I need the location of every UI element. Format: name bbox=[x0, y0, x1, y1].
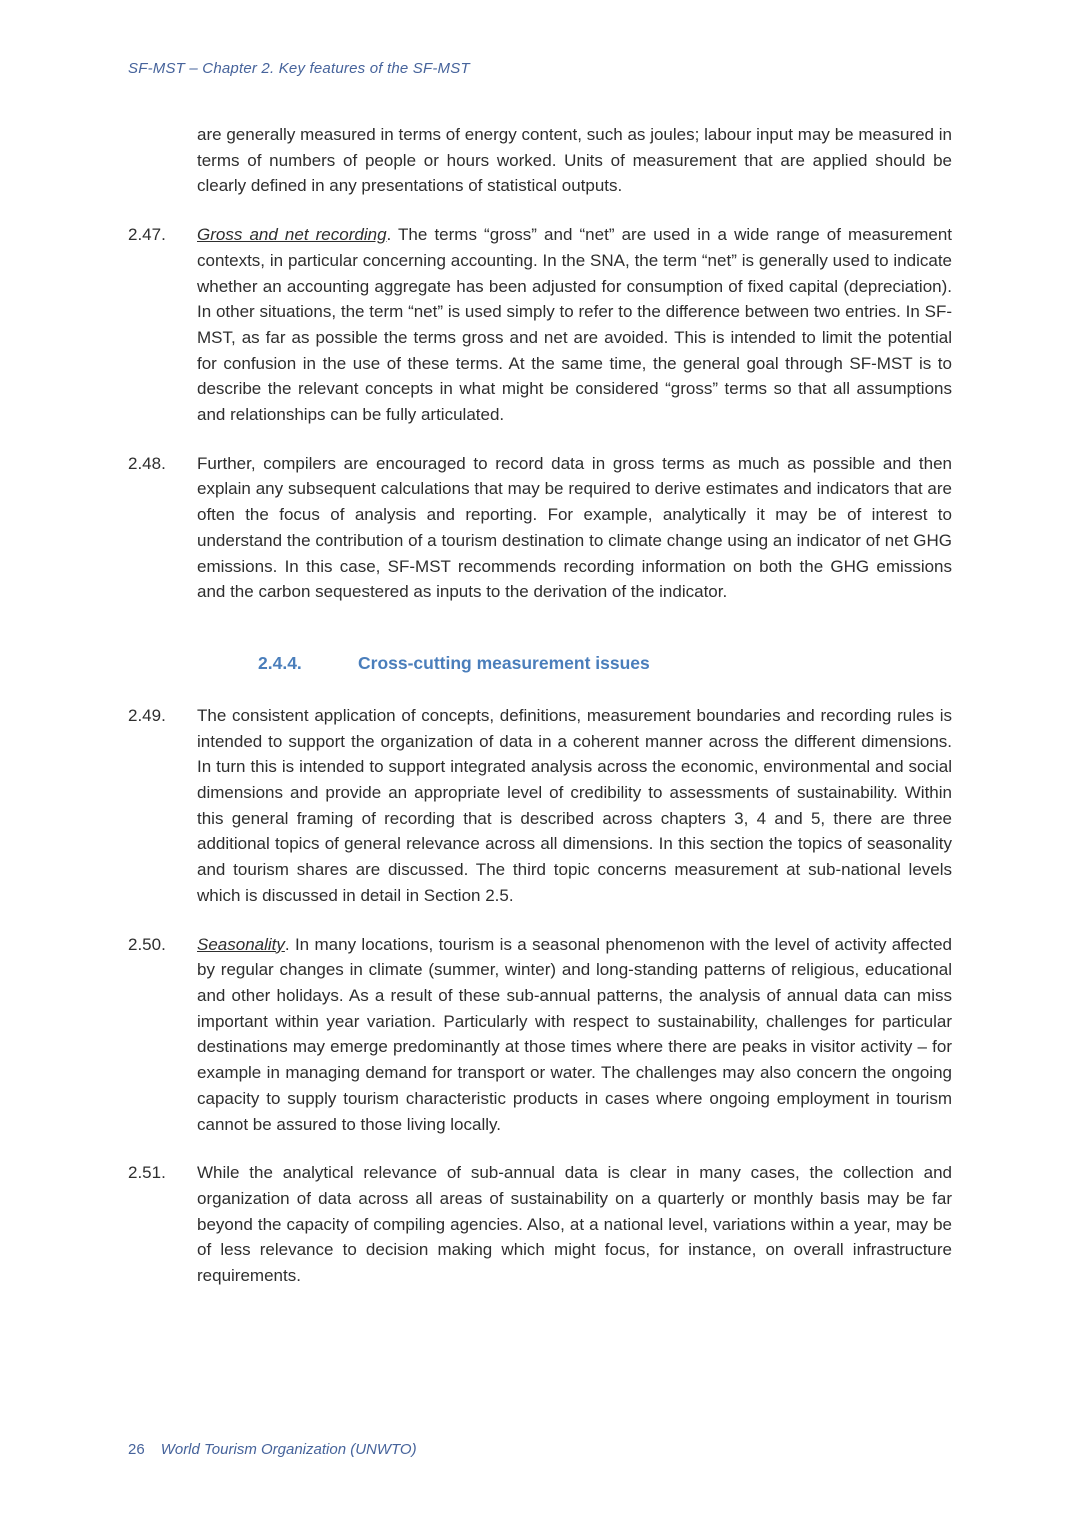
section-heading-2-4-4 bbox=[128, 650, 952, 676]
paragraph-number: 2.48. bbox=[128, 453, 166, 473]
paragraph-number: 2.50. bbox=[128, 934, 166, 954]
paragraph-text bbox=[197, 932, 952, 1138]
paragraph-lead-in: Seasonality bbox=[197, 934, 285, 954]
paragraph-number: 2.49. bbox=[128, 705, 166, 725]
running-header: SF-MST – Chapter 2. Key features of the SF-MST bbox=[128, 60, 470, 77]
page-number: 26 bbox=[128, 1441, 145, 1458]
paragraph-2-49 bbox=[128, 703, 952, 909]
paragraph-body-text: While the analytical relevance of sub-annual data is clear in many cases, the collection and organization of data across all areas of sustainability on a quarterly or monthly basis may be far beyond the capacity of compiling agencies. Also, at a national level, variations within a year, may be of less relevance to decision making which might focus, for instance, on overall infrastructure requirements. bbox=[197, 1163, 952, 1286]
paragraph-body-text: . In many locations, tourism is a seasonal phenomenon with the level of activity affected by regular changes in climate (summer, winter) and long-standing patterns of religious, educational and other holidays. As a result of these sub-annual patterns, the analysis of annual data can miss important within year variation. Particularly with respect to sustainability, challenges for particular destinations may emerge predominantly at those times where there are peaks in visitor activity – for example in managing demand for transport or water. The challenges may also concern the ongoing capacity to supply tourism characteristic products in cases where ongoing employment in tourism cannot be assured to those living locally. bbox=[197, 934, 952, 1134]
paragraph-lead-in: Gross and net recording bbox=[197, 225, 387, 245]
paragraph-2-51 bbox=[128, 1160, 952, 1289]
section-heading-title: Cross-cutting measurement issues bbox=[358, 652, 650, 673]
page-footer bbox=[128, 1441, 952, 1458]
paragraph-body-text: . The terms “gross” and “net” are used in a wide range of measurement contexts, in particular concerning accounting. In the SNA, the term “net” is generally used to indicate whether an accounting aggregate has been adjusted for consumption of fixed capital (depreciation). In other situations, the term “net” is used simply to refer to the difference between two entries. In SF-MST, as far as possible the terms gross and net are avoided. This is intended to limit the potential for confusion in the use of these terms. At the same time, the general goal through SF-MST is to describe the relevant concepts in what might be considered “gross” terms so that all assumptions and relationships can be fully articulated. bbox=[197, 225, 952, 425]
paragraph-body-text: are generally measured in terms of energy content, such as joules; labour input may be measured in terms of numbers of people or hours worked. Units of measurement that are applied should be clearly defined in any presentations of statistical outputs. bbox=[197, 125, 952, 196]
page-content bbox=[128, 122, 952, 1312]
section-heading-number: 2.4.4. bbox=[258, 652, 302, 673]
paragraph-text bbox=[197, 1160, 952, 1289]
paragraph-number: 2.47. bbox=[128, 225, 166, 245]
paragraph-2-50 bbox=[128, 932, 952, 1138]
paragraph-continuation bbox=[128, 122, 952, 199]
paragraph-2-47 bbox=[128, 222, 952, 428]
paragraph-text bbox=[197, 122, 952, 199]
paragraph-text bbox=[197, 703, 952, 909]
paragraph-body-text: Further, compilers are encouraged to record data in gross terms as much as possible and then explain any subsequent calculations that may be required to derive estimates and indicators that are often the focus of analysis and reporting. For example, analytically it may be of interest to understand the contribution of a tourism destination to climate change using an indicator of net GHG emissions. In this case, SF-MST recommends recording information on both the GHG emissions and the carbon sequestered as inputs to the derivation of the indicator. bbox=[197, 453, 952, 602]
paragraph-text bbox=[197, 451, 952, 605]
footer-organization-text: World Tourism Organization (UNWTO) bbox=[160, 1441, 417, 1458]
paragraph-2-48 bbox=[128, 451, 952, 605]
paragraph-number bbox=[128, 122, 197, 199]
paragraph-text bbox=[197, 222, 952, 428]
paragraph-body-text: The consistent application of concepts, definitions, measurement boundaries and recording rules is intended to support the organization of data in a coherent manner across the different dimensions. In turn this is intended to support integrated analysis across the economic, environmental and social dimensions and provide an appropriate level of credibility to assessments of sustainability. Within this general framing of recording that is described across chapters 3, 4 and 5, there are three additional topics of general relevance across all dimensions. In this section the topics of seasonality and tourism shares are discussed. The third topic concerns measurement at sub-national levels which is discussed in detail in Section 2.5. bbox=[197, 705, 952, 905]
paragraph-number: 2.51. bbox=[128, 1163, 166, 1183]
